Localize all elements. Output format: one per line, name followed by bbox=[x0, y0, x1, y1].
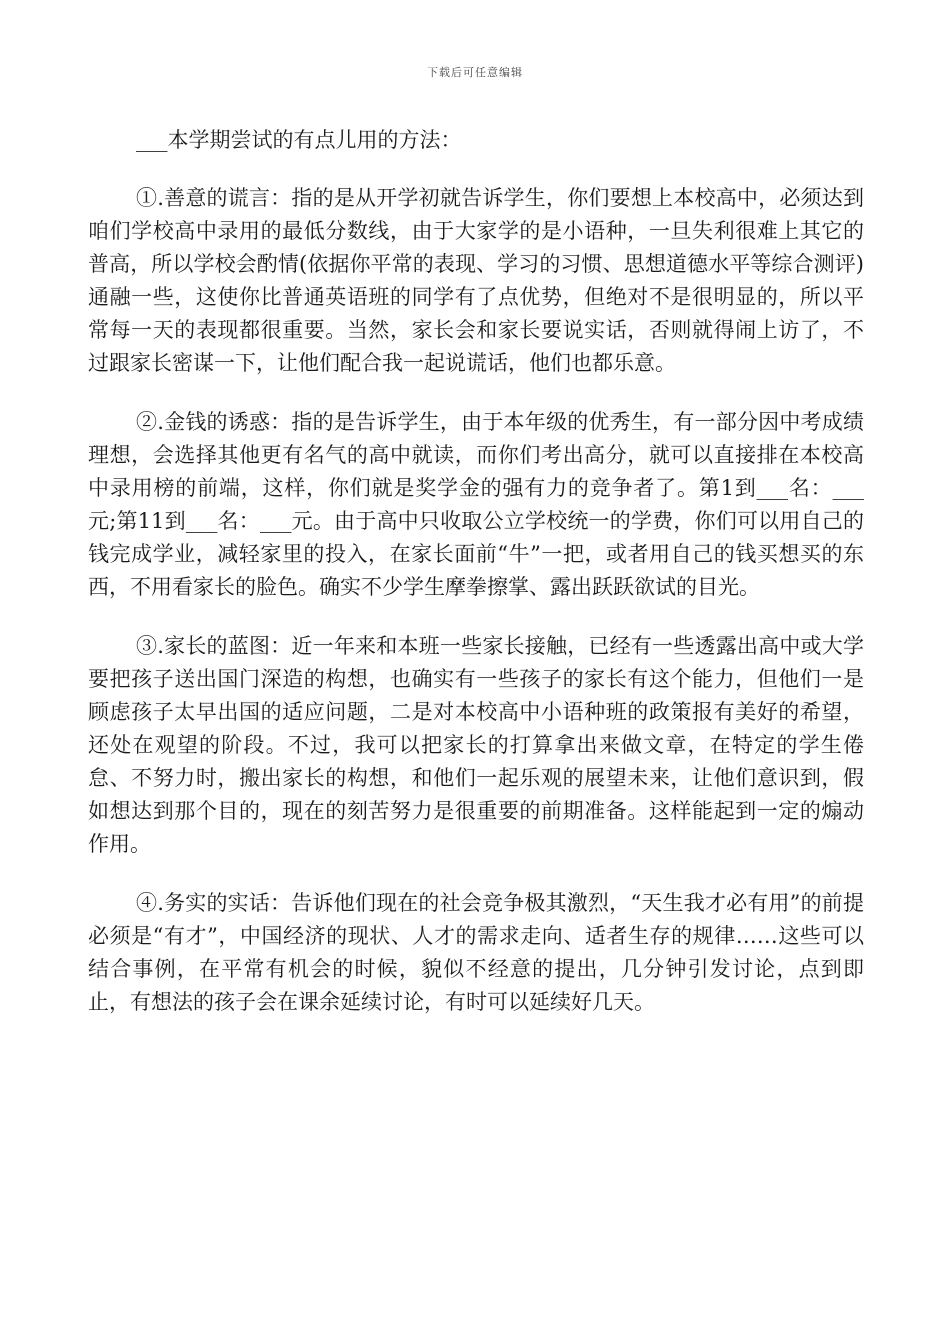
document-body bbox=[88, 124, 864, 1045]
paragraph-parent-blueprint: ③.家长的蓝图：近一年来和本班一些家长接触，已经有一些透露出高中或大学要把孩子送出国门深造的构想，也确实有一些孩子的家长有这个能力，但他们一是顾虑孩子太早出国的适应问题，二是对本校高中小语种班的政策报有美好的希望，还处在观望的阶段。不过，我可以把家长的打算拿出来做文章，在特定的学生倦怠、不努力时，搬出家长的构想，和他们一起乐观的展望未来，让他们意识到，假如想达到那个目的，现在的刻苦努力是很重要的前期准备。这样能起到一定的煽动作用。 bbox=[88, 634, 864, 856]
paragraph-practical-truth: ④.务实的实话：告诉他们现在的社会竞争极其激烈，“天生我才必有用”的前提必须是“有才”，中国经济的现状、人才的需求走向、适者生存的规律……这些可以结合事例，在平常有机会的时候，貌似不经意的提出，几分钟引发讨论，点到即止，有想法的孩子会在课余延续讨论，有时可以延续好几天。 bbox=[88, 891, 864, 1014]
page-header: 下载后可任意编辑 bbox=[427, 66, 523, 79]
paragraph-money-temptation: ②.金钱的诱惑：指的是告诉学生，由于本年级的优秀生，有一部分因中考成绩理想，会选择其他更有名气的高中就读，而你们考出高分，就可以直接排在本校高中录用榜的前端，这样，你们就是奖学金的强有力的竞争者了。第1到___名：___元;第11到___名：___元。由于高中只收取公立学校统一的学费，你们可以用自己的钱完成学业，减轻家里的投入，在家长面前“牛”一把，或者用自己的钱买想买的东西，不用看家长的脸色。确实不少学生摩拳擦掌、露出跃跃欲试的目光。 bbox=[88, 410, 864, 599]
paragraph-goodwill-lie: ①.善意的谎言：指的是从开学初就告诉学生，你们要想上本校高中，必须达到咱们学校高中录用的最低分数线，由于大家学的是小语种，一旦失利很难上其它的普高，所以学校会酌情(依据你平常的表现、学习的习惯、思想道德水平等综合测评)通融一些，这使你比普通英语班的同学有了点优势，但绝对不是很明显的，所以平常每一天的表现都很重要。当然，家长会和家长要说实话，否则就得闹上访了，不过跟家长密谋一下，让他们配合我一起说谎话，他们也都乐意。 bbox=[88, 186, 864, 375]
intro-line: ___本学期尝试的有点儿用的方法： bbox=[136, 128, 462, 152]
